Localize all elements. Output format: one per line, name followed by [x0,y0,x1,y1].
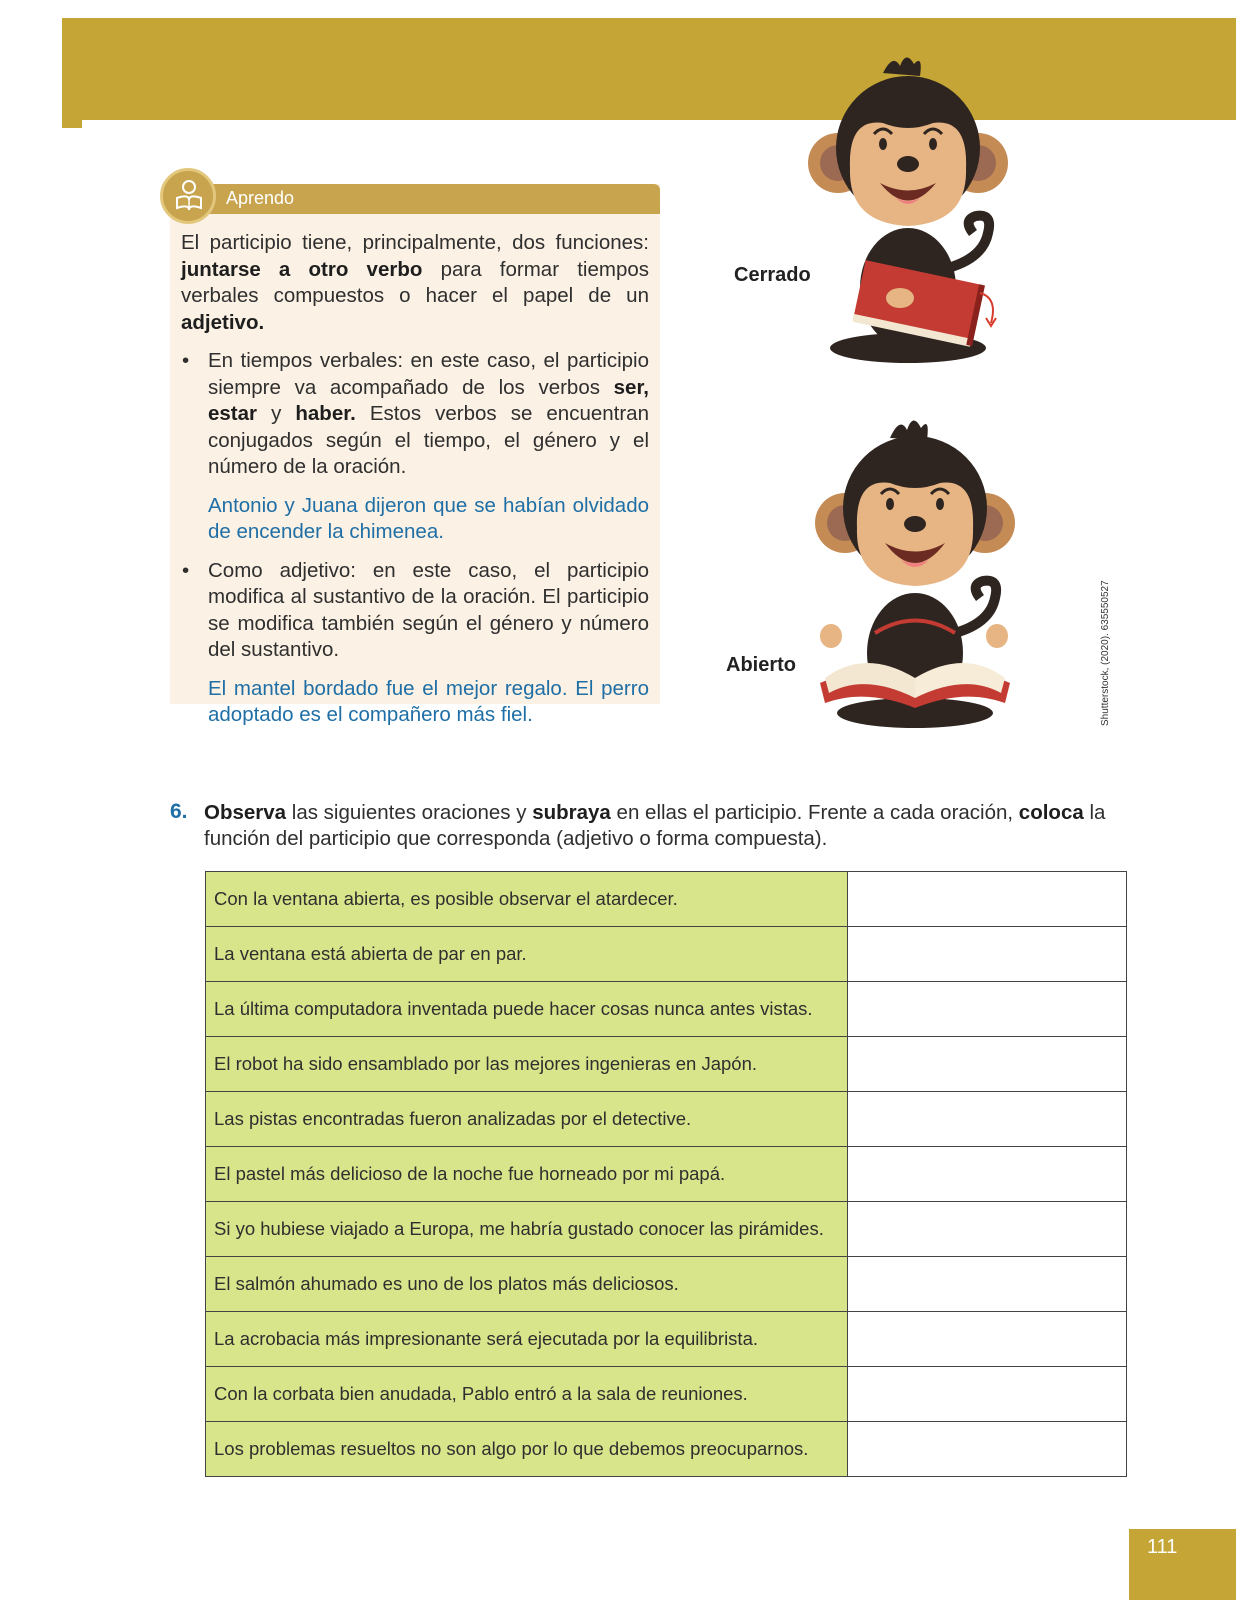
sentence-cell: La acrobacia más impresionante será ejecutada por la equilibrista. [206,1312,848,1366]
answer-cell[interactable] [848,1367,1126,1421]
monkey-open-book-illustration [815,408,1045,748]
sentence-cell: Las pistas encontradas fueron analizadas por el detective. [206,1092,848,1146]
image-credit: Shutterstock, (2020). 635550527 [1100,580,1111,726]
sentence-cell: El robot ha sido ensamblado por las mejores ingenieras en Japón. [206,1037,848,1091]
reader-icon [160,168,216,224]
intro-paragraph: El participio tiene, principalmente, dos funciones: juntarse a otro verbo para formar tiempos verbales compuestos o hacer el papel de un adjetivo. [181,231,649,334]
answer-cell[interactable] [848,1312,1126,1366]
table-row [206,1092,1126,1147]
label-abierto: Abierto [726,654,796,676]
sentence-cell: El salmón ahumado es uno de los platos más deliciosos. [206,1257,848,1311]
sentence-cell: Si yo hubiese viajado a Europa, me habría gustado conocer las pirámides. [206,1202,848,1256]
table-row [206,1257,1126,1312]
top-color-band [62,18,1236,120]
answer-cell[interactable] [848,1147,1126,1201]
sentence-cell: La última computadora inventada puede hacer cosas nunca antes vistas. [206,982,848,1036]
top-band-edge [62,18,82,128]
answer-cell[interactable] [848,982,1126,1036]
table-row [206,1422,1126,1476]
example-adjetivo: El mantel bordado fue el mejor regalo. El perro adoptado es el compañero más fiel. [208,676,649,726]
table-row [206,872,1126,927]
activity-number: 6. [170,800,188,823]
sentence-cell: Con la ventana abierta, es posible observar el atardecer. [206,872,848,926]
sentence-cell: El pastel más delicioso de la noche fue horneado por mi papá. [206,1147,848,1201]
table-row [206,1312,1126,1367]
answer-cell[interactable] [848,1422,1126,1476]
table-row [206,927,1126,982]
label-cerrado: Cerrado [734,264,811,286]
table-row [206,1202,1126,1257]
page-number: 111 [1147,1536,1178,1558]
aprendo-text [181,230,649,741]
participle-table [205,871,1127,1477]
sentence-cell: La ventana está abierta de par en par. [206,927,848,981]
table-row [206,1367,1126,1422]
answer-cell[interactable] [848,1257,1126,1311]
table-row [206,1147,1126,1202]
answer-cell[interactable] [848,927,1126,981]
aprendo-title: Aprendo [226,188,295,208]
sentence-cell: Con la corbata bien anudada, Pablo entró a la sala de reuniones. [206,1367,848,1421]
activity-instructions: Observa las siguientes oraciones y subraya en ellas el participio. Frente a cada oración, coloca la función del participio que corresponda (adjetivo o forma compuesta). [204,801,1106,850]
sentence-cell: Los problemas resueltos no son algo por lo que debemos preocuparnos. [206,1422,848,1476]
page-number-tab [1129,1529,1236,1600]
answer-cell[interactable] [848,872,1126,926]
answer-cell[interactable] [848,1037,1126,1091]
monkey-closed-book-illustration [808,48,1038,368]
bullet-tiempos: • En tiempos verbales: en este caso, el participio siempre va acompañado de los verbos ser, estar y haber. Estos verbos se encuentran conjugados según el tiempo, el género y el número de la oración. [182,349,649,478]
bullet-adjetivo: • Como adjetivo: en este caso, el participio modifica al sustantivo de la oración. El participio se modifica también según el género y número del sustantivo. [182,558,649,661]
table-row [206,1037,1126,1092]
example-tiempos: Antonio y Juana dijeron que se habían olvidado de encender la chimenea. [208,493,649,543]
answer-cell[interactable] [848,1092,1126,1146]
table-row [206,982,1126,1037]
answer-cell[interactable] [848,1202,1126,1256]
